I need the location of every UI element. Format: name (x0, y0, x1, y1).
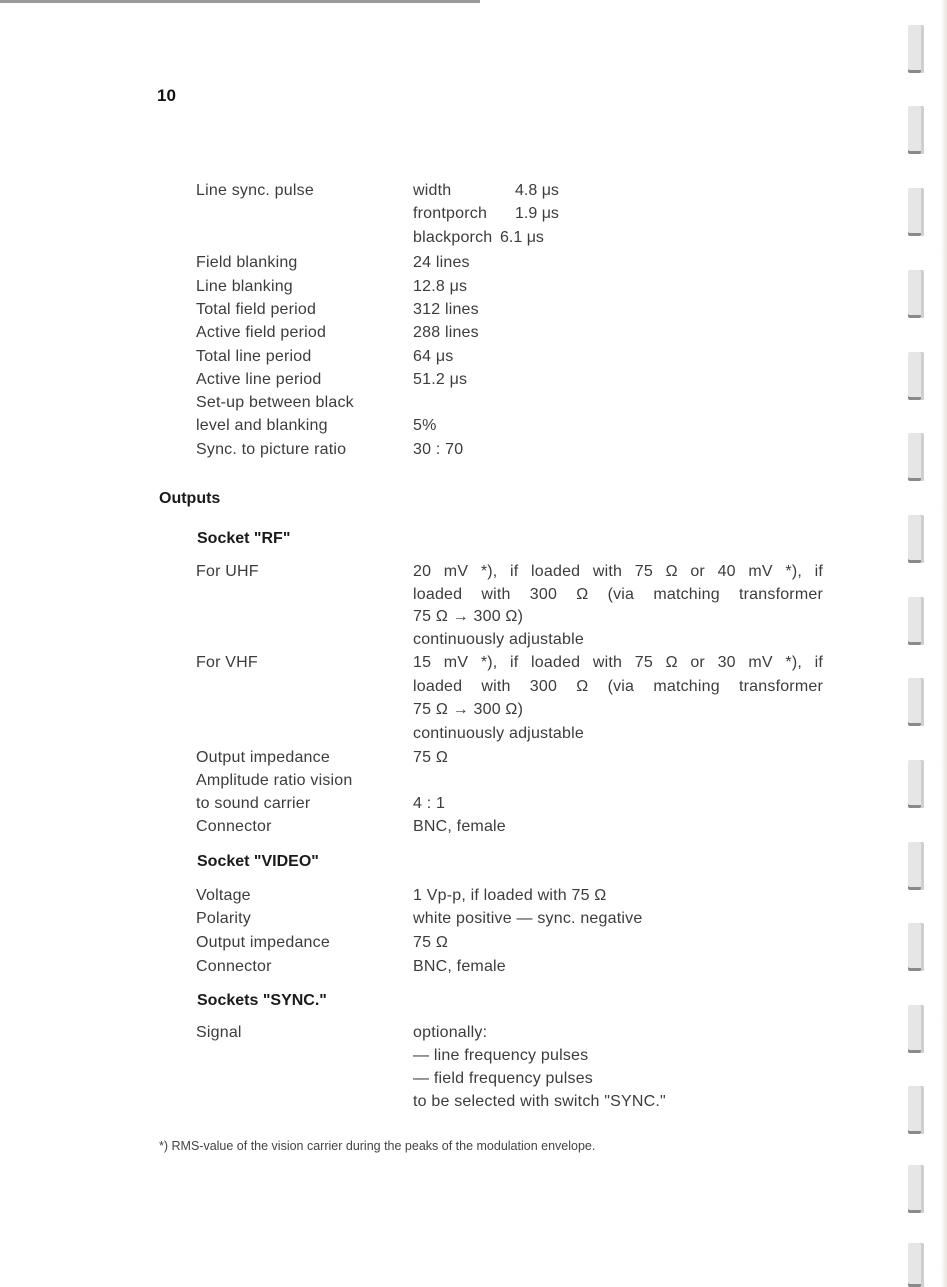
field-blanking-value: 24 lines (413, 254, 470, 271)
vhf-line3: 75 Ω → 300 Ω) (413, 701, 524, 718)
total-field-period-label: Total field period (196, 301, 317, 318)
outputs-heading: Outputs (159, 490, 221, 507)
line-sync-blackporch-value: 6.1 μs (500, 229, 544, 246)
video-impedance-label: Output impedance (196, 934, 330, 951)
binder-tab (908, 597, 924, 645)
video-voltage-value: 1 Vp-p, if loaded with 75 Ω (413, 887, 607, 904)
video-connector-label: Connector (196, 958, 272, 975)
binder-tab (908, 1086, 924, 1134)
sync-signal-line1: optionally: (413, 1024, 488, 1041)
binder-tab (908, 842, 924, 890)
line-sync-width: width (413, 182, 452, 199)
binder-tab (908, 1165, 924, 1213)
total-field-period-value: 312 lines (413, 301, 479, 318)
sockets-sync-heading: Sockets "SYNC." (197, 992, 327, 1009)
video-connector-value: BNC, female (413, 958, 506, 975)
page-number: 10 (157, 86, 176, 105)
line-sync-label: Line sync. pulse (196, 182, 314, 199)
binder-tab (908, 1243, 924, 1287)
line-blanking-value: 12.8 μs (413, 278, 468, 295)
total-line-period-label: Total line period (196, 348, 312, 365)
uhf-line4: continuously adjustable (413, 631, 584, 648)
sync-signal-line2: — line frequency pulses (413, 1047, 589, 1064)
line-sync-width-value: 4.8 μs (515, 182, 559, 199)
binder-tab (908, 106, 924, 154)
active-line-period-value: 51.2 μs (413, 371, 468, 388)
sync-signal-line3: — field frequency pulses (413, 1070, 594, 1087)
uhf-line1: 20 mV *), if loaded with 75 Ω or 40 mV *), if (413, 563, 823, 580)
video-polarity-value: white positive — sync. negative (413, 910, 643, 927)
rf-ratio-label-line2: to sound carrier (196, 795, 311, 812)
sync-signal-line4: to be selected with switch "SYNC." (413, 1093, 666, 1110)
vhf-line1: 15 mV *), if loaded with 75 Ω or 30 mV *), if (413, 654, 823, 671)
active-field-period-value: 288 lines (413, 324, 479, 341)
field-blanking-label: Field blanking (196, 254, 298, 271)
binder-tab (908, 352, 924, 400)
vhf-line4: continuously adjustable (413, 725, 584, 742)
binding-edge (941, 0, 947, 1287)
rf-ratio-value: 4 : 1 (413, 795, 446, 812)
uhf-line2: loaded with 300 Ω (via matching transformer (413, 586, 823, 603)
video-polarity-label: Polarity (196, 910, 251, 927)
binder-tab (908, 923, 924, 971)
binder-tab (908, 270, 924, 318)
binder-tab (908, 1005, 924, 1053)
line-sync-blackporch: blackporch (413, 229, 493, 246)
uhf-line3: 75 Ω → 300 Ω) (413, 608, 524, 625)
rf-ratio-label-line1: Amplitude ratio vision (196, 772, 353, 789)
active-line-period-label: Active line period (196, 371, 322, 388)
footnote: *) RMS-value of the vision carrier during the peaks of the modulation envelope. (159, 1139, 596, 1153)
binder-tab (908, 515, 924, 563)
total-line-period-value: 64 μs (413, 348, 454, 365)
rf-connector-value: BNC, female (413, 818, 506, 835)
line-blanking-label: Line blanking (196, 278, 293, 295)
vhf-line2: loaded with 300 Ω (via matching transformer (413, 678, 823, 695)
binder-tab (908, 25, 924, 73)
binder-tab (908, 760, 924, 808)
line-sync-frontporch: frontporch (413, 205, 488, 222)
setup-label-line2: level and blanking (196, 417, 328, 434)
top-rule (0, 0, 480, 3)
sync-ratio-label: Sync. to picture ratio (196, 441, 347, 458)
binder-tab (908, 678, 924, 726)
rf-impedance-value: 75 Ω (413, 749, 449, 766)
vhf-label: For VHF (196, 654, 258, 671)
rf-connector-label: Connector (196, 818, 272, 835)
sync-signal-label: Signal (196, 1024, 242, 1041)
binder-tab (908, 433, 924, 481)
uhf-label: For UHF (196, 563, 259, 580)
video-impedance-value: 75 Ω (413, 934, 449, 951)
video-voltage-label: Voltage (196, 887, 251, 904)
rf-impedance-label: Output impedance (196, 749, 330, 766)
socket-rf-heading: Socket "RF" (197, 530, 291, 547)
sync-ratio-value: 30 : 70 (413, 441, 464, 458)
binder-tab (908, 188, 924, 236)
active-field-period-label: Active field period (196, 324, 327, 341)
setup-value: 5% (413, 417, 437, 434)
socket-video-heading: Socket "VIDEO" (197, 853, 319, 870)
setup-label-line1: Set-up between black (196, 394, 354, 411)
line-sync-frontporch-value: 1.9 μs (515, 205, 559, 222)
